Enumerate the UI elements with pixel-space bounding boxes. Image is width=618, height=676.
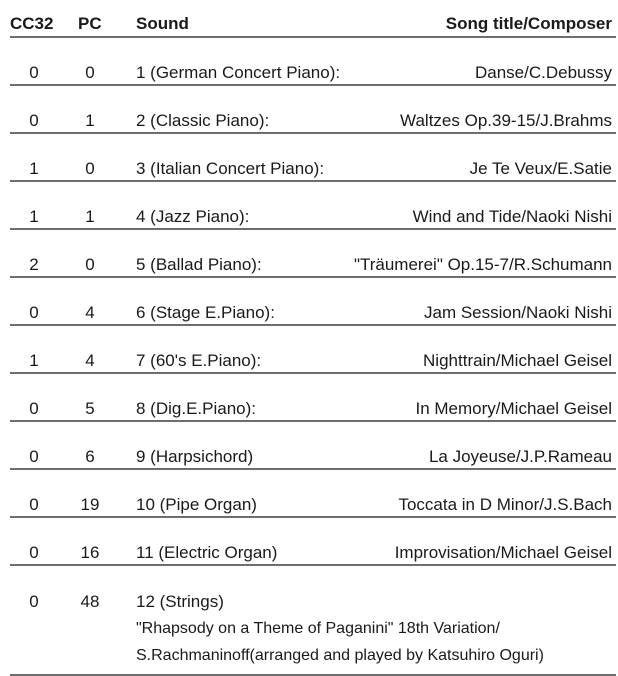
pc-value: 0 bbox=[85, 63, 95, 82]
cc32-value: 2 bbox=[29, 255, 39, 274]
pc-value: 19 bbox=[80, 495, 100, 514]
song-title-composer: Improvisation/Michael Geisel bbox=[394, 543, 612, 562]
pc-value: 0 bbox=[85, 255, 95, 274]
cc32-value: 0 bbox=[29, 447, 39, 466]
song-title-composer: Waltzes Op.39-15/J.Brahms bbox=[400, 111, 612, 130]
table-row bbox=[0, 374, 618, 422]
composer-line: S.Rachmaninoff(arranged and played by Katsuhiro Oguri) bbox=[136, 647, 544, 664]
sound-name: 8 (Dig.E.Piano): bbox=[136, 399, 256, 418]
song-title-composer: Nighttrain/Michael Geisel bbox=[423, 351, 612, 370]
sound-name: 5 (Ballad Piano): bbox=[136, 255, 262, 274]
sound-name: 3 (Italian Concert Piano): bbox=[136, 159, 325, 178]
song-title-composer: Toccata in D Minor/J.S.Bach bbox=[398, 495, 612, 514]
song-title-composer: Jam Session/Naoki Nishi bbox=[423, 303, 612, 322]
cc32-value: 0 bbox=[29, 543, 39, 562]
sound-name: 6 (Stage E.Piano): bbox=[136, 303, 275, 322]
sound-name: 7 (60's E.Piano): bbox=[136, 351, 262, 370]
pc-value: 48 bbox=[80, 592, 100, 611]
pc-value: 1 bbox=[85, 111, 95, 130]
table-row bbox=[0, 278, 618, 326]
table-row bbox=[0, 230, 618, 278]
song-title-composer: "Träumerei" Op.15-7/R.Schumann bbox=[353, 255, 612, 274]
song-title-line: "Rhapsody on a Theme of Paganini" 18th Variation/ bbox=[136, 620, 500, 637]
cc32-value: 0 bbox=[29, 63, 39, 82]
header-sound: Sound bbox=[136, 14, 189, 33]
cc32-value: 0 bbox=[29, 399, 39, 418]
song-title-composer: Je Te Veux/E.Satie bbox=[469, 159, 612, 178]
pc-value: 4 bbox=[85, 303, 95, 322]
header-pc: PC bbox=[78, 14, 102, 33]
song-title-composer: La Joyeuse/J.P.Rameau bbox=[428, 447, 612, 466]
sound-name: 2 (Classic Piano): bbox=[136, 111, 270, 130]
sound-name: 4 (Jazz Piano): bbox=[136, 207, 250, 226]
cc32-value: 0 bbox=[29, 111, 39, 130]
pc-value: 0 bbox=[85, 159, 95, 178]
table-row bbox=[0, 518, 618, 566]
table-row bbox=[0, 470, 618, 518]
sound-name: 1 (German Concert Piano): bbox=[136, 63, 341, 82]
table-row bbox=[0, 134, 618, 182]
table-row bbox=[0, 38, 618, 86]
header-cc32: CC32 bbox=[10, 14, 54, 33]
table-row bbox=[0, 182, 618, 230]
song-title-composer: In Memory/Michael Geisel bbox=[415, 399, 612, 418]
table-row bbox=[0, 422, 618, 470]
sound-name: 10 (Pipe Organ) bbox=[136, 495, 257, 514]
cc32-value: 0 bbox=[29, 495, 39, 514]
pc-value: 5 bbox=[85, 399, 95, 418]
song-title-composer: Wind and Tide/Naoki Nishi bbox=[412, 207, 612, 226]
sound-name: 9 (Harpsichord) bbox=[136, 447, 254, 466]
table-row bbox=[0, 326, 618, 374]
header-song-title-composer: Song title/Composer bbox=[445, 14, 612, 33]
pc-value: 6 bbox=[85, 447, 95, 466]
pc-value: 4 bbox=[85, 351, 95, 370]
song-title-composer: Danse/C.Debussy bbox=[474, 63, 612, 82]
cc32-value: 0 bbox=[29, 592, 39, 611]
sound-name: 12 (Strings) bbox=[136, 592, 224, 611]
cc32-value: 0 bbox=[29, 303, 39, 322]
table-header bbox=[0, 0, 618, 38]
cc32-value: 1 bbox=[29, 159, 39, 178]
table-row bbox=[0, 86, 618, 134]
cc32-value: 1 bbox=[29, 351, 39, 370]
pc-value: 16 bbox=[80, 543, 100, 562]
cc32-value: 1 bbox=[29, 207, 39, 226]
pc-value: 1 bbox=[85, 207, 95, 226]
table-row bbox=[0, 566, 618, 676]
sound-name: 11 (Electric Organ) bbox=[136, 543, 278, 562]
